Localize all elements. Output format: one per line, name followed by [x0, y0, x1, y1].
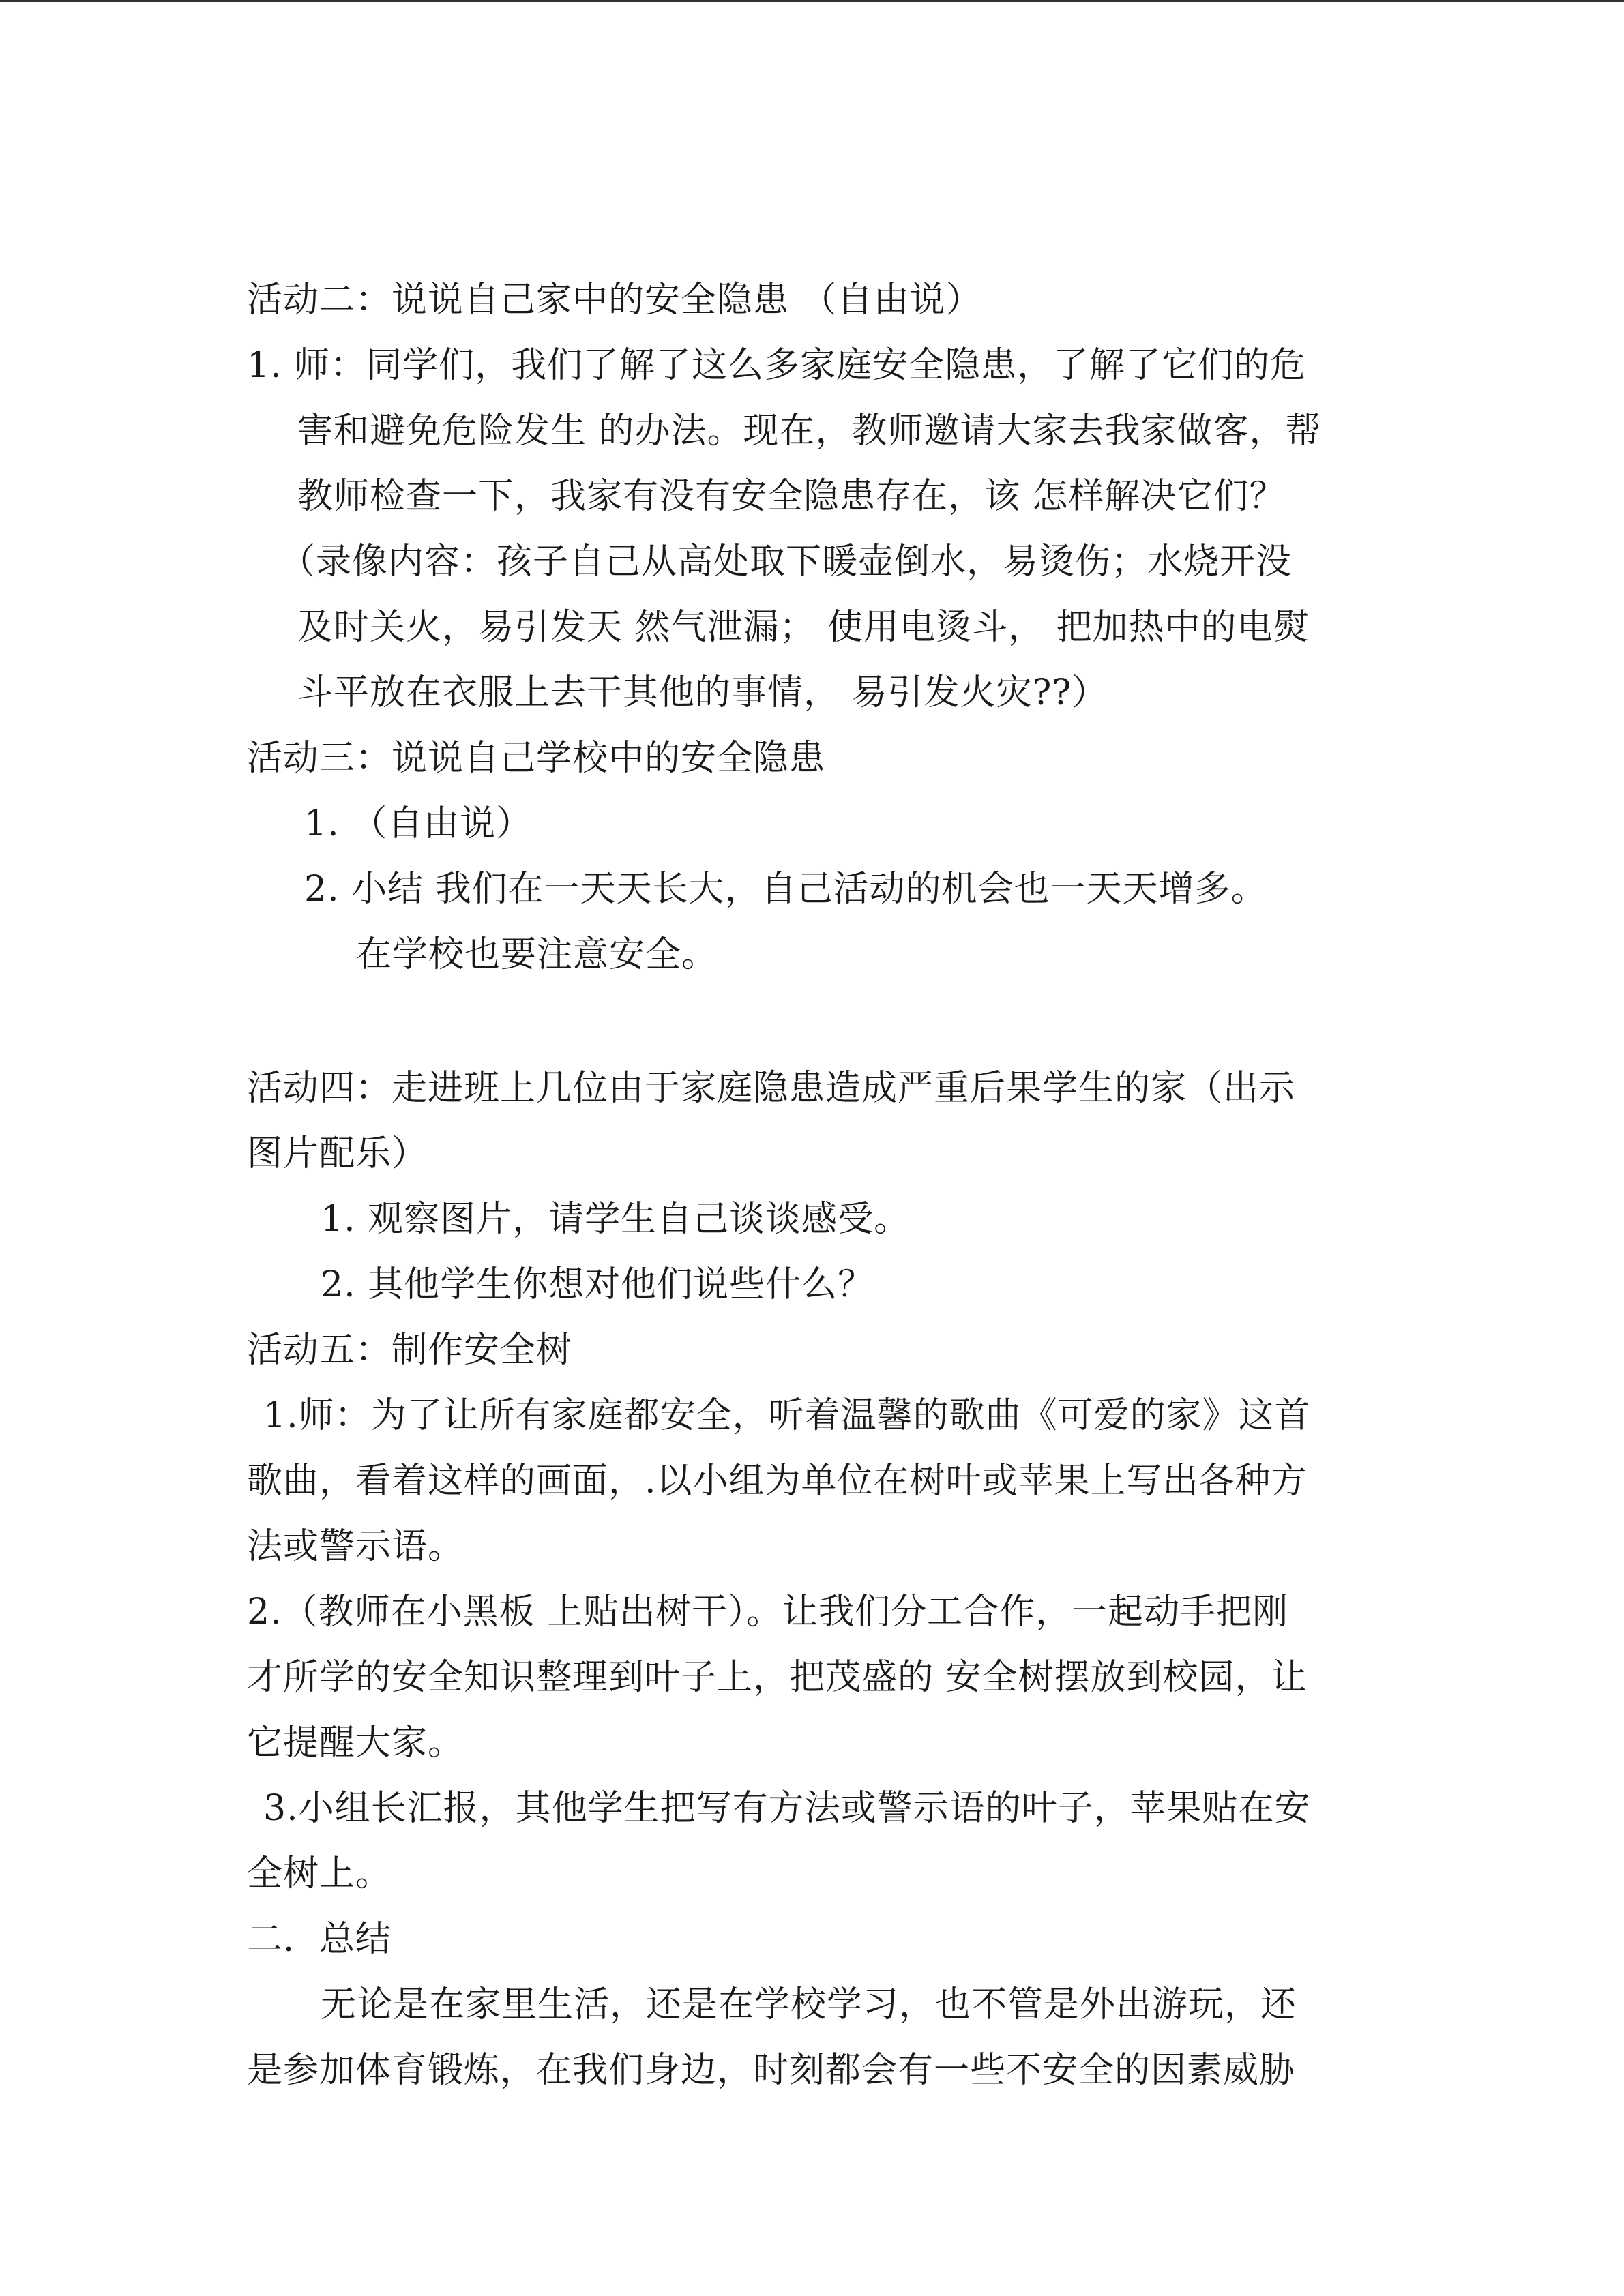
- heading-activity-5: 活动五：制作安全树: [247, 1330, 573, 1371]
- list-item: 2. 其他学生你想对他们说些什么？: [321, 1264, 874, 1305]
- text-line: 是参加体育锻炼，在我们身边，时刻都会有一些不安全的因素威胁: [247, 2050, 1296, 2091]
- text-line: 全树上。: [247, 1853, 392, 1894]
- text-line: 歌曲，看着这样的画面，.以小组为单位在树叶或苹果上写出各种方: [247, 1461, 1308, 1502]
- text-line: 图片配乐）: [247, 1133, 428, 1174]
- heading-activity-2: 活动二：说说自己家中的安全隐患 （自由说）: [247, 280, 982, 320]
- heading-activity-4: 活动四：走进班上几位由于家庭隐患造成严重后果学生的家（出示: [247, 1068, 1296, 1109]
- heading-activity-3: 活动三：说说自己学校中的安全隐患: [247, 738, 826, 779]
- text-line: 1. 师：同学们，我们了解了这么多家庭安全隐患，了解了它们的危: [247, 345, 1307, 386]
- text-line: 在学校也要注意安全。: [356, 934, 718, 975]
- text-line: （录像内容：孩子自己从高处取下暖壶倒水，易烫伤；水烧开没: [280, 541, 1293, 582]
- list-item: 1. （自由说）: [304, 803, 533, 844]
- heading-summary: 二．总结: [247, 1919, 392, 1960]
- list-item: 2. 小结 我们在一天天长大，自己活动的机会也一天天增多。: [304, 869, 1267, 910]
- text-line: 才所学的安全知识整理到叶子上，把茂盛的 安全树摆放到校园，让: [247, 1657, 1308, 1698]
- text-line: 2.（教师在小黑板 上贴出树干）。让我们分工合作，一起动手把刚: [247, 1592, 1289, 1632]
- list-item: 1. 观察图片，请学生自己谈谈感受。: [321, 1199, 911, 1240]
- text-line: 法或警示语。: [247, 1526, 464, 1567]
- text-line: 及时关火，易引发天 然气泄漏； 使用电烫斗， 把加热中的电熨: [297, 607, 1310, 648]
- top-border: [0, 0, 1624, 2]
- text-line: 3.小组长汇报，其他学生把写有方法或警示语的叶子，苹果贴在安: [263, 1788, 1311, 1829]
- text-line: 无论是在家里生活，还是在学校学习，也不管是外出游玩，还: [321, 1984, 1297, 2025]
- text-line: 它提醒大家。: [247, 1723, 464, 1763]
- text-line: 害和避免危险发生 的办法。现在，教师邀请大家去我家做客，帮: [297, 411, 1322, 451]
- text-line: 教师检查一下，我家有没有安全隐患存在，该 怎样解决它们？: [297, 476, 1286, 517]
- text-line: 1.师：为了让所有家庭都安全，听着温馨的歌曲《可爱的家》这首: [263, 1395, 1311, 1436]
- text-line: 斗平放在衣服上去干其他的事情， 易引发火灾??）: [297, 672, 1108, 713]
